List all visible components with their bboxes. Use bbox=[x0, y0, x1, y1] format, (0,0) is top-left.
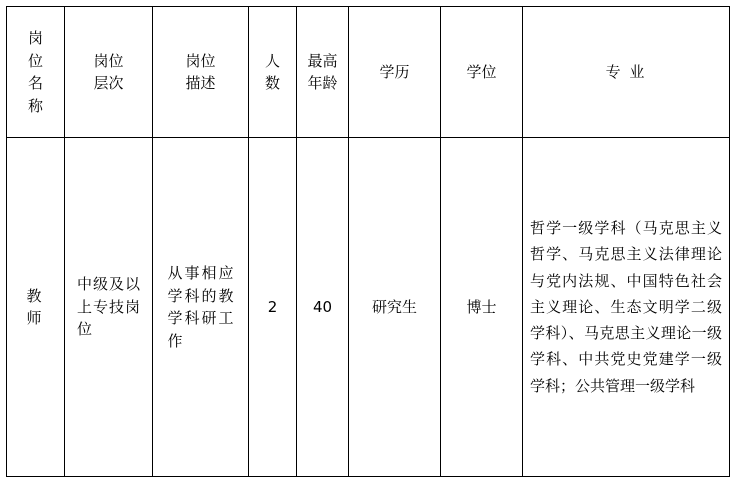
column-header-position-description-label: 岗位描述 bbox=[185, 51, 216, 92]
cell-education bbox=[349, 138, 441, 477]
table-row bbox=[7, 138, 730, 477]
column-header-position-name bbox=[7, 7, 65, 138]
column-header-major-label: 专 业 bbox=[605, 62, 647, 81]
column-header-education-label: 学历 bbox=[379, 62, 410, 81]
column-header-degree bbox=[441, 7, 523, 138]
cell-headcount-value: 2 bbox=[267, 297, 278, 316]
cell-degree bbox=[441, 138, 523, 477]
cell-position-description bbox=[153, 138, 249, 477]
cell-degree-value: 博士 bbox=[466, 297, 497, 316]
cell-position-level-value: 中级及以上专技岗位 bbox=[77, 275, 140, 339]
column-header-max-age-label: 最高年龄 bbox=[307, 51, 338, 92]
table-header-row bbox=[7, 7, 730, 138]
column-header-max-age bbox=[297, 7, 349, 138]
column-header-degree-label: 学位 bbox=[466, 62, 497, 81]
job-positions-table bbox=[6, 6, 730, 477]
cell-position-name bbox=[7, 138, 65, 477]
column-header-headcount bbox=[249, 7, 297, 138]
column-header-education bbox=[349, 7, 441, 138]
column-header-position-level-label: 岗位层次 bbox=[93, 51, 124, 92]
cell-max-age bbox=[297, 138, 349, 477]
cell-position-name-value: 教师 bbox=[26, 286, 42, 327]
cell-major bbox=[523, 138, 730, 477]
column-header-position-name-label: 岗位名称 bbox=[27, 29, 43, 115]
column-header-position-description bbox=[153, 7, 249, 138]
cell-position-description-value: 从事相应学科的教学科研工作 bbox=[167, 264, 234, 350]
cell-max-age-value: 40 bbox=[312, 297, 333, 316]
cell-position-level bbox=[65, 138, 153, 477]
cell-headcount bbox=[249, 138, 297, 477]
column-header-headcount-label: 人数 bbox=[264, 51, 280, 92]
document-page bbox=[0, 6, 739, 489]
cell-major-value: 哲学一级学科（马克思主义哲学、马克思主义法律理论与党内法规、中国特色社会主义理论、生态文明学二级学科）、马克思主义理论一级学科、中共党史党建学一级学科；公共管理一级学科 bbox=[530, 219, 722, 395]
cell-education-value: 研究生 bbox=[371, 297, 417, 316]
column-header-position-level bbox=[65, 7, 153, 138]
column-header-major bbox=[523, 7, 730, 138]
